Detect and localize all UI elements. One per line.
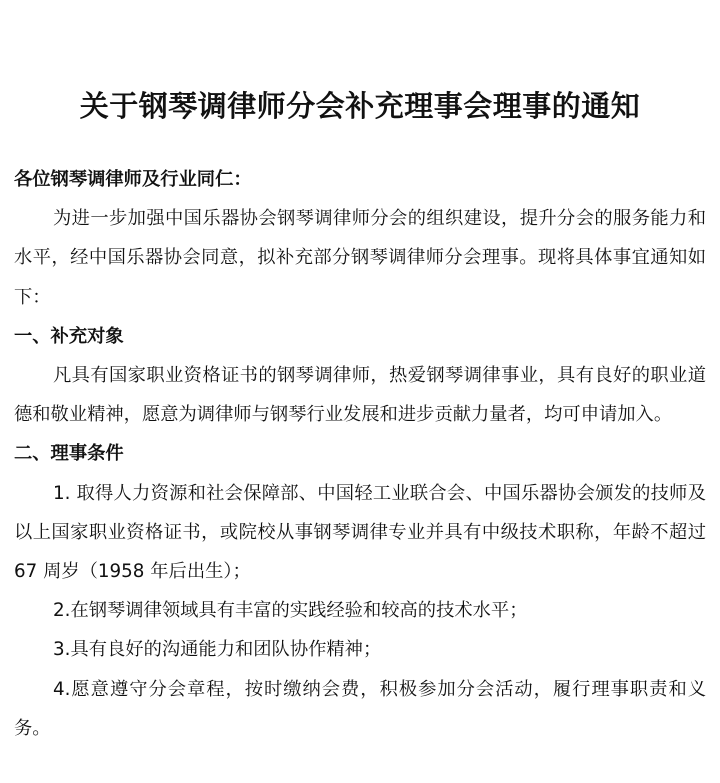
document-title: 关于钢琴调律师分会补充理事会理事的通知 [79, 89, 641, 123]
intro-paragraph: 为进一步加强中国乐器协会钢琴调律师分会的组织建设，提升分会的服务能力和水平，经中国乐器协会同意，拟补充部分钢琴调律师分会理事。现将具体事宜通知如下： [14, 208, 706, 308]
salutation: 各位钢琴调律师及行业同仁： [14, 169, 252, 190]
condition-item-3: 3.具有良好的沟通能力和团队协作精神； [53, 639, 382, 661]
condition-item-2: 2.在钢琴调律领域具有丰富的实践经验和较高的技术水平； [53, 600, 528, 622]
section-heading-conditions: 二、理事条件 [14, 443, 124, 465]
section-targets-paragraph: 凡具有国家职业资格证书的钢琴调律师，热爱钢琴调律事业，具有良好的职业道德和敬业精神，愿意为调律师与钢琴行业发展和进步贡献力量者，均可申请加入。 [14, 365, 706, 426]
condition-item-4: 4.愿意遵守分会章程，按时缴纳会费，积极参加分会活动，履行理事职责和义务。 [14, 678, 706, 739]
document-body [14, 160, 706, 748]
condition-item-1: 1. 取得人力资源和社会保障部、中国轻工业联合会、中国乐器协会颁发的技师及以上国家职业资格证书，或院校从事钢琴调律专业并具有中级技术职称，年龄不超过 67 周岁（1958 年后出生）； [14, 482, 706, 583]
section-heading-targets: 一、补充对象 [14, 325, 124, 347]
